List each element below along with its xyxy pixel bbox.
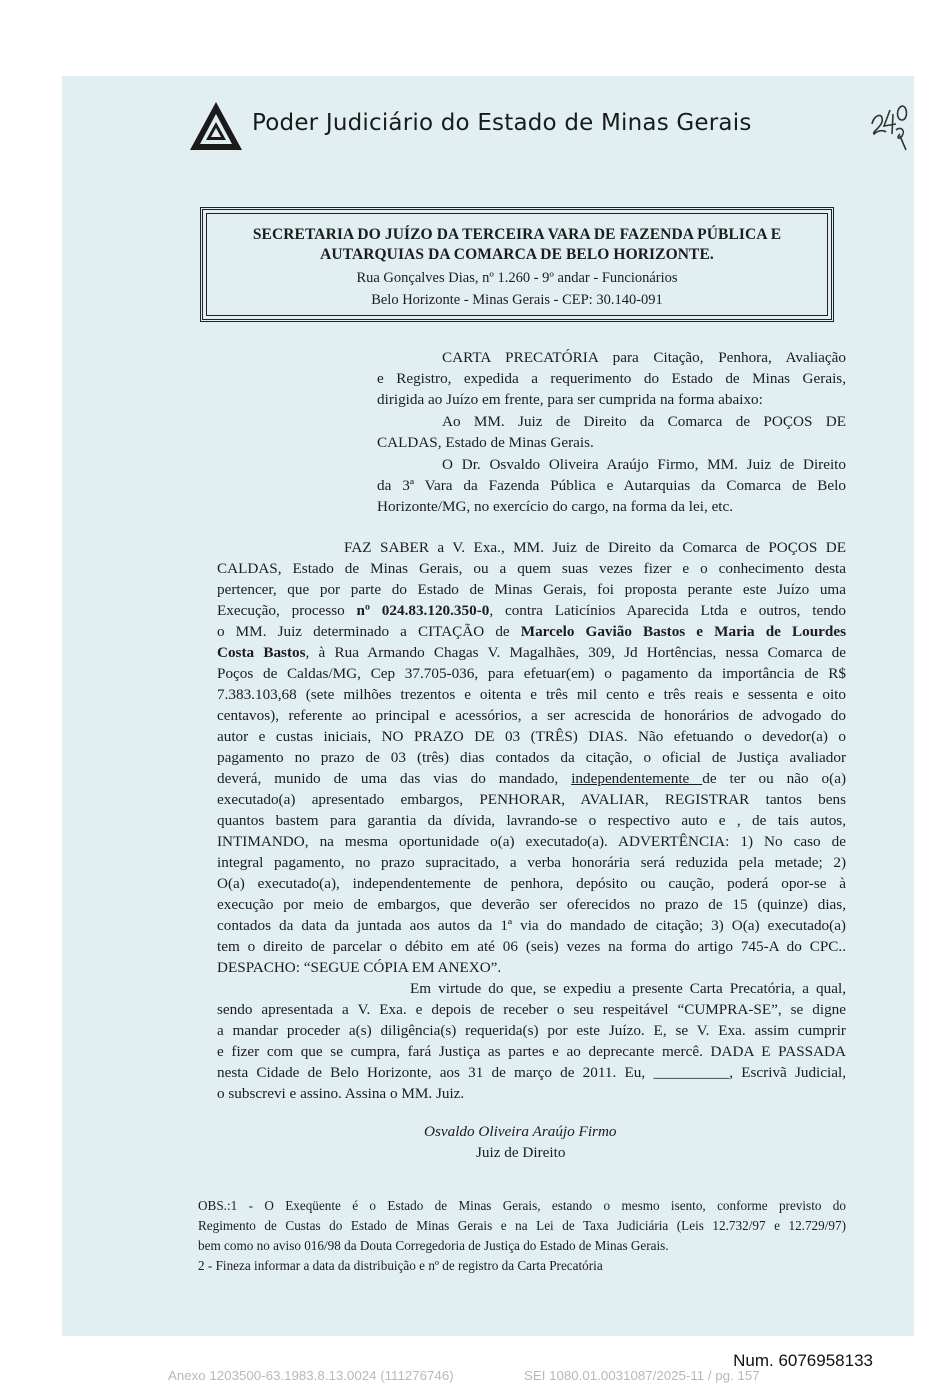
body-text: , contra Laticínios Aparecida Ltda e outros, tendo (489, 602, 846, 619)
body-line-address (217, 643, 846, 663)
body-line: nesta Cidade de Belo Horizonte, aos 31 de março de 2011. Eu, __________, Escrivã Judicial, (217, 1064, 846, 1081)
body-text: o MM. Juiz determinado a CITAÇÃO de (217, 623, 521, 640)
intro-line: dirigida ao Juízo em frente, para ser cumprida na forma abaixo: (377, 391, 763, 408)
body-line: autor e custas iniciais, NO PRAZO DE 03 (TRÊS) DIAS. Não efetuando o devedor(a) o (217, 728, 846, 745)
body-line: contados da data da juntada aos autos da 1ª via do mandado de citação; 3) O(a) executado(a) (217, 917, 846, 934)
secretaria-box-inner (206, 213, 828, 316)
intro-line: Ao MM. Juiz de Direito da Comarca de POÇOS DE (442, 413, 846, 430)
body-text: Execução, processo (217, 602, 357, 619)
body-line: CALDAS, Estado de Minas Gerais, ou a quem suas vezes fizer e o conhecimento desta (217, 560, 846, 577)
sei-reference: SEI 1080.01.0031087/2025-11 / pg. 157 (524, 1368, 760, 1383)
defendant-surname: Costa Bastos (217, 644, 306, 661)
body-text: , à Rua Armando Chagas V. Magalhães, 309, Jd Hortências, nessa Comarca de (305, 644, 847, 661)
body-line-citation (217, 622, 846, 642)
body-line: 7.383.103,68 (sete milhões trezentos e oitenta e três mil cento e três reais e sessenta e oito (217, 686, 846, 703)
body-line: O(a) executado(a), independentemente de penhora, depósito ou caução, poderá opor-se à (217, 875, 846, 892)
body-line: Poços de Caldas/MG, Cep 37.705-036, para efetuar(em) o pagamento da importância de R$ (217, 665, 846, 682)
body-line: tem o direito de parcelar o débito em até 06 (seis) vezes na forma do artigo 745-A do CPC.. (217, 938, 846, 955)
obs-line: 2 - Fineza informar a data da distribuição e nº de registro da Carta Precatória (198, 1258, 603, 1273)
intro-line: CARTA PRECATÓRIA para Citação, Penhora, Avaliação (442, 349, 846, 366)
body-line: a mandar proceder a(s) diligência(s) requerida(s) por este Juízo. E, se V. Exa. assim cumprir (217, 1022, 846, 1039)
body-text: deverá, munido de uma das vias do mandado, (217, 770, 572, 787)
obs-line: Regimento de Custas do Estado de Minas Gerais e na Lei de Taxa Judiciária (Leis 12.732/97 e 12.729/97) (198, 1218, 846, 1233)
body-line: INTIMANDO, na mesma oportunidade o(a) executado(a). ADVERTÊNCIA: 1) No caso de (217, 833, 846, 850)
intro-line: Horizonte/MG, no exercício do cargo, na forma da lei, etc. (377, 498, 734, 515)
body-line: sendo apresentada a V. Exa. e depois de receber o seu respeitável “CUMPRA-SE”, se digne (217, 1001, 846, 1018)
body-line: o subscrevi e assino. Assina o MM. Juiz. (217, 1085, 465, 1102)
secretaria-city: Belo Horizonte - Minas Gerais - CEP: 30.140-091 (371, 292, 663, 308)
annex-reference: Anexo 1203500-63.1983.8.13.0024 (111276746) (168, 1368, 454, 1383)
body-line: FAZ SABER a V. Exa., MM. Juiz de Direito da Comarca de POÇOS DE (344, 539, 846, 556)
underlined-word: independentemente (571, 770, 703, 787)
body-line-process (217, 601, 846, 621)
body-line: integral pagamento, no prazo supracitado, a verba honorária será reduzida pela metade; 2) (217, 854, 846, 871)
body-line: execução por meio de embargos, que deverão ser oferecidos no prazo de 15 (quinze) dias, (217, 896, 846, 913)
triangle-logo-icon (188, 100, 244, 152)
defendant-names: Marcelo Gavião Bastos e Maria de Lourdes (520, 623, 846, 640)
intro-line: da 3ª Vara da Fazenda Pública e Autarquias da Comarca de Belo (377, 477, 846, 494)
body-line-underlined (217, 769, 846, 789)
document-number: Num. 6076958133 (733, 1351, 873, 1370)
page-title: Poder Judiciário do Estado de Minas Gerais (252, 110, 752, 136)
intro-line: e Registro, expedida a requerimento do Estado de Minas Gerais, (377, 370, 846, 387)
body-line: Em virtude do que, se expediu a presente Carta Precatória, a qual, (410, 980, 846, 997)
body-line: quantos bastem para garantia da dívida, lavrando-se o respectivo auto e , de tais autos, (217, 812, 846, 829)
body-line: pertencer, que por parte do Estado de Minas Gerais, foi proposta perante este Juízo uma (217, 581, 846, 598)
secretaria-title-line1: SECRETARIA DO JUÍZO DA TERCEIRA VARA DE FAZENDA PÚBLICA E (252, 226, 782, 243)
obs-line: OBS.:1 - O Exeqüente é o Estado de Minas Gerais, estando o mesmo isento, conforme previsto do (198, 1198, 846, 1213)
secretaria-address: Rua Gonçalves Dias, nº 1.260 - 9º andar - Funcionários (356, 270, 678, 286)
body-line: executado(a) apresentado embargos, PENHORAR, AVALIAR, REGISTRAR tantos bens (217, 791, 846, 808)
judge-name: Osvaldo Oliveira Araújo Firmo (424, 1123, 617, 1140)
body-text: de ter ou não o(a) (702, 770, 847, 787)
judge-role: Juiz de Direito (476, 1144, 566, 1161)
intro-line: O Dr. Osvaldo Oliveira Araújo Firmo, MM. Juiz de Direito (442, 456, 846, 473)
intro-line: CALDAS, Estado de Minas Gerais. (377, 434, 594, 451)
handwritten-page-number (866, 96, 918, 152)
body-line: centavos), referente ao principal e acessórios, a ser acrescida de honorários de advogado do (217, 707, 846, 724)
secretaria-box (200, 207, 834, 322)
body-line: e fizer com que se cumpra, fará Justiça as partes e ao deprecante mercê. DADA E PASSADA (217, 1043, 846, 1060)
despacho-line: DESPACHO: “SEGUE CÓPIA EM ANEXO”. (217, 959, 502, 976)
secretaria-title-line2: AUTARQUIAS DA COMARCA DE BELO HORIZONTE. (320, 246, 714, 263)
body-line: pagamento no prazo de 03 (três) dias contados da citação, o oficial de Justiça avaliador (217, 749, 846, 766)
process-number: nº 024.83.120.350-0 (356, 602, 490, 619)
obs-line: bem como no aviso 016/98 da Douta Corregedoria de Justiça do Estado de Minas Gerais. (198, 1238, 669, 1253)
